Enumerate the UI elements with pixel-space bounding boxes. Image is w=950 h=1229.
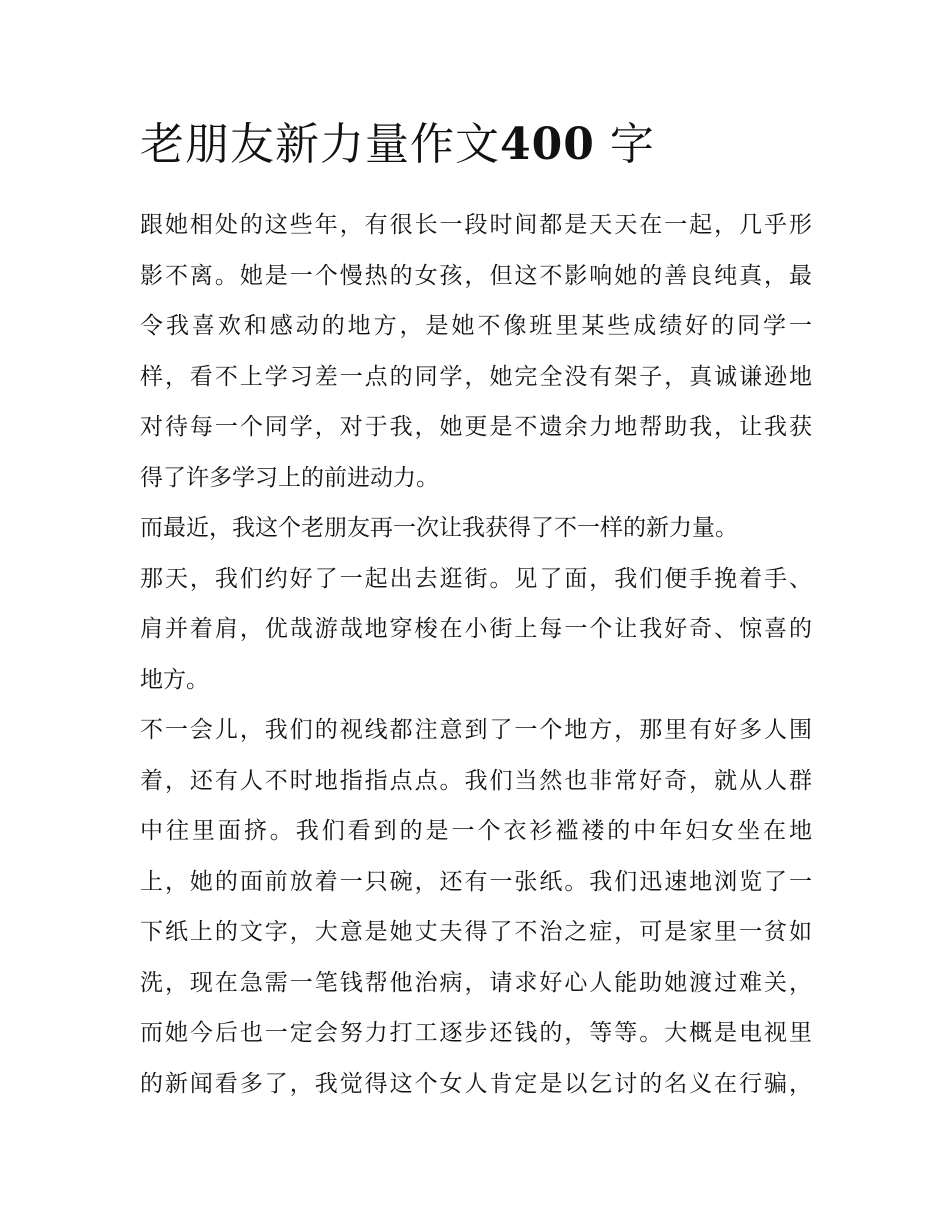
text-line: 而最近，我这个老朋友再一次让我获得了不一样的新力量。: [140, 515, 738, 541]
text-line: 上，她的面前放着一只碗，还有一张纸。我们迅速地浏览了一: [140, 868, 812, 895]
text-line: 中往里面挤。我们看到的是一个衣衫褴褛的中年妇女坐在地: [140, 818, 812, 844]
text-line: 着，还有人不时地指指点点。我们当然也非常好奇，就从人群: [140, 767, 812, 794]
text-line: 而她今后也一定会努力打工逐步还钱的，等等。大概是电视里: [140, 1020, 812, 1046]
title-suffix: 字: [609, 119, 655, 170]
text-line: 地方。: [140, 666, 209, 693]
text-line: 洗，现在急需一笔钱帮他治病，请求好心人能助她渡过难关，: [140, 969, 812, 996]
paragraph-4: [140, 705, 812, 1109]
text-line: 肩并着肩，优哉游哉地穿梭在小街上每一个让我好奇、惊喜的: [140, 616, 812, 642]
text-line: 影不离。她是一个慢热的女孩，但这不影响她的善良纯真，最: [140, 262, 812, 289]
paragraph-2: [140, 503, 812, 554]
document-page: [140, 112, 812, 1109]
title-number: 400: [500, 119, 595, 170]
document-title: [140, 112, 812, 178]
text-line: 下纸上的文字，大意是她丈夫得了不治之症，可是家里一贫如: [140, 919, 812, 945]
text-line: 的新闻看多了，我觉得这个女人肯定是以乞讨的名义在行骗，: [140, 1070, 812, 1097]
text-line: 对待每一个同学，对于我，她更是不遗余力地帮助我，让我获: [140, 414, 812, 440]
text-line: 令我喜欢和感动的地方，是她不像班里某些成绩好的同学一: [140, 313, 812, 339]
paragraph-3: [140, 554, 812, 706]
text-line: 那天，我们约好了一起出去逛街。见了面，我们便手挽着手、: [140, 565, 812, 592]
text-line: 得了许多学习上的前进动力。: [140, 464, 439, 491]
text-line: 样，看不上学习差一点的同学，她完全没有架子，真诚谦逊地: [140, 363, 812, 390]
title-text: 老朋友新力量作文: [140, 119, 500, 170]
text-line: 不一会儿，我们的视线都注意到了一个地方，那里有好多人围: [140, 717, 812, 743]
paragraph-1: [140, 200, 812, 503]
text-line: 跟她相处的这些年，有很长一段时间都是天天在一起，几乎形: [140, 212, 812, 238]
